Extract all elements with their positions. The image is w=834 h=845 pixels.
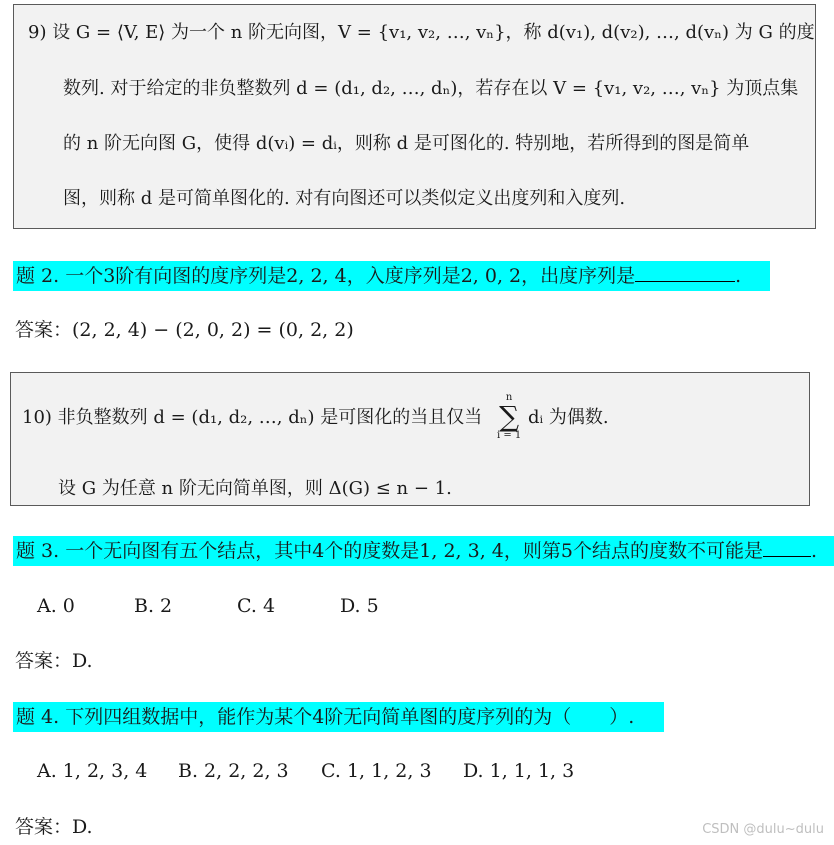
question-3-option-d: D. 5 [340, 595, 379, 617]
question-4-option-a: A. 1, 2, 3, 4 [37, 760, 148, 782]
summation-lower: i = 1 [497, 430, 522, 441]
definition-9-line-1: 9) 设 G = ⟨V, E⟩ 为一个 n 阶无向图，V = {v₁, v₂, …, vₙ}，称 d(v₁), d(v₂), …, d(vₙ) 为 G 的度 [28, 22, 815, 43]
question-4-option-c: C. 1, 1, 2, 3 [321, 760, 432, 782]
question-2-text: 题 2. 一个3阶有向图的度序列是2, 2, 4，入度序列是2, 0, 2，出度序列是 [16, 265, 636, 287]
theorem-10-line-1-post: dᵢ 为偶数. [528, 407, 609, 428]
theorem-10-line-2: 设 G 为任意 n 阶无向简单图，则 Δ(G) ≤ n − 1. [58, 478, 452, 499]
question-2-answer: 答案：(2, 2, 4) − (2, 0, 2) = (0, 2, 2) [15, 319, 354, 341]
question-3-option-a: A. 0 [37, 595, 75, 617]
summation-symbol [497, 393, 521, 441]
question-4-option-d: D. 1, 1, 1, 3 [463, 760, 575, 782]
answer-blank [635, 263, 735, 282]
theorem-10-line-1-pre: 10) 非负整数列 d = (d₁, d₂, …, dₙ) 是可图化的当且仅当 [22, 407, 483, 428]
question-2-highlight [13, 261, 770, 291]
definition-9-line-4: 图，则称 d 是可简单图化的. 对有向图还可以类似定义出度列和入度列. [63, 188, 626, 209]
question-3-answer: 答案：D. [15, 650, 93, 672]
csdn-watermark: CSDN @dulu~dulu [702, 822, 824, 837]
answer-blank [763, 538, 811, 557]
question-4-highlight [13, 702, 664, 732]
question-3-option-b: B. 2 [134, 595, 173, 617]
definition-9-line-3: 的 n 阶无向图 G，使得 d(vᵢ) = dᵢ，则称 d 是可图化的. 特别地，若所得到的图是简单 [63, 133, 750, 154]
question-4-answer: 答案：D. [15, 816, 93, 838]
definition-9-line-2: 数列. 对于给定的非负整数列 d = (d₁, d₂, …, dₙ)，若存在以 V = {v₁, v₂, …, vₙ} 为顶点集 [63, 78, 799, 99]
question-2-end: . [735, 265, 742, 287]
question-3-text: 题 3. 一个无向图有五个结点，其中4个的度数是1, 2, 3, 4，则第5个结点的度数不可能是 [16, 540, 763, 562]
question-4-text: 题 4. 下列四组数据中，能作为某个4阶无向简单图的度序列的为（ ）. [16, 706, 635, 728]
question-3-highlight [13, 536, 834, 566]
summation-upper: n [505, 392, 513, 403]
sigma-icon: ∑ [499, 400, 520, 433]
question-3-end: . [810, 540, 818, 562]
question-4-option-b: B. 2, 2, 2, 3 [178, 760, 289, 782]
question-3-option-c: C. 4 [237, 595, 276, 617]
